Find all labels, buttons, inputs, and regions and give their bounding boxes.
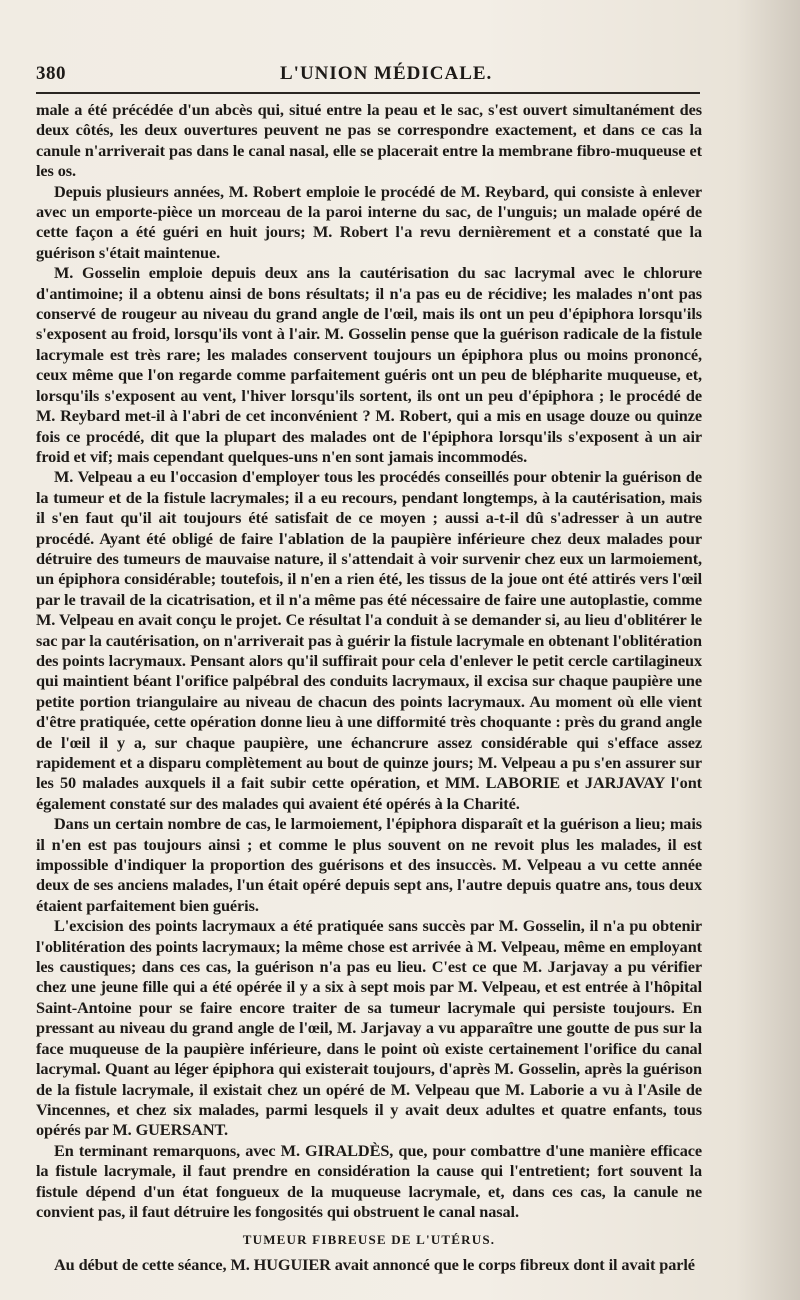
- paragraph: L'excision des points lacrymaux a été pratiquée sans succès par M. Gosselin, il n'a pu obtenir l'oblitération des points lacrymaux; la même chose est arrivée à M. Velpeau, même en employant les caustiques; dans ces cas, la guérison n'a pas eu lieu. C'est ce que M. Jarjavay a pu vérifier chez une jeune fille qui a été opérée il y a six à sept mois par M. Velpeau, et est entrée à l'hôpital Saint-Antoine pour se faire encore traiter de sa tumeur lacrymale qui persiste toujours. En pressant au niveau du grand angle de l'œil, M. Jarjavay a vu apparaître une goutte de pus sur la face muqueuse de la paupière inférieure, dans le point où existe certainement l'orifice du canal lacrymal. Quant au léger épiphora qui existerait toujours, d'après M. Gosselin, après la guérison de la fistule lacrymale, il existait chez un opéré de M. Velpeau que M. Laborie a vu à l'Asile de Vincennes, et chez six malades, parmi lesquels il y avait deux adultes et quatre enfants, tous opérés par M. GUERSANT.: [36, 916, 702, 1140]
- section-heading: TUMEUR FIBREUSE DE L'UTÉRUS.: [242, 1232, 496, 1248]
- header-rule: [36, 92, 700, 94]
- paragraph: Au début de cette séance, M. HUGUIER avait annoncé que le corps fibreux dont il avait parlé: [54, 1254, 695, 1274]
- article-body: [36, 100, 702, 1275]
- paragraph: M. Velpeau a eu l'occasion d'employer tous les procédés conseillés pour obtenir la guérison de la tumeur et de la fistule lacrymales; il a eu recours, pendant longtemps, à la cautérisation, mais il s'en faut qu'il ait toujours été satisfait de ce moyen ; aussi a-t-il dû s'adresser à un autre procédé. Ayant été obligé de faire l'ablation de la paupière inférieure chez deux malades pour détruire des tumeurs de mauvaise nature, il s'attendait à voir survenir chez eux un larmoiement, un épiphora considérable; toutefois, il n'en a rien été, les tissus de la joue ont été attirés vers l'œil par le travail de la cicatrisation, et il n'a même pas été nécessaire de faire une autoplastie, comme M. Velpeau en avait conçu le projet. Ce résultat l'a conduit à se demander si, au lieu d'oblitérer le sac par la cautérisation, on n'arriverait pas à guérir la fistule lacrymale en obtenant l'oblitération des points lacrymaux. Pensant alors qu'il suffirait pour cela d'enlever le petit cercle cartilagineux qui maintient béant l'orifice palpébral des conduits lacrymaux, il excisa sur chaque paupière une petite portion triangulaire au niveau de chacun des points lacrymaux. Au moment où elle vient d'être pratiquée, cette opération donne lieu à une difformité très choquante : près du grand angle de l'œil il y a, sur chaque paupière, une échancrure assez considérable qui s'efface assez rapidement et a disparu complètement au bout de quinze jours; M. Velpeau a pu s'en assurer sur les 50 malades auxquels il a fait subir cette opération, et MM. LABORIE et JARJAVAY l'ont également constaté sur des malades qui avaient été opérés à la Charité.: [36, 467, 702, 813]
- paragraph: En terminant remarquons, avec M. GIRALDÈS, que, pour combattre d'une manière efficace la fistule lacrymale, il faut prendre en considération la cause qui l'entretient; fort souvent la fistule dépend d'un état fongueux de la muqueuse lacrymale, et, dans ces cas, la canule ne convient pas, il faut détruire les fongosités qui obstruent le canal nasal.: [36, 1140, 702, 1221]
- paragraph: M. Gosselin emploie depuis deux ans la cautérisation du sac lacrymal avec le chlorure d'antimoine; il a obtenu ainsi de bons résultats; il n'a pas eu de récidive; les malades n'ont pas conservé de rougeur au niveau du grand angle de l'œil, mais ils ont un peu d'épiphora lorsqu'ils s'exposent au froid, lorsqu'ils vont à l'air. M. Gosselin pense que la guérison radicale de la fistule lacrymale est très rare; les malades conservent toujours un épiphora plus ou moins prononcé, ceux même que l'on regarde comme parfaitement guéris ont un peu de blépharite muqueuse, et, lorsqu'ils s'exposent au vent, l'hiver lorsqu'ils sortent, ils ont un peu d'épiphora ; le procédé de M. Reybard met-il à l'abri de cet inconvénient ? M. Robert, qui a mis en usage douze ou quinze fois ce procédé, dit que la plupart des malades ont de l'épiphora lorsqu'ils s'exposent à un air froid et vif; mais cependant quelques-uns n'en sont jamais incommodés.: [36, 263, 702, 466]
- page-header: [36, 57, 696, 87]
- page-number: 380: [36, 63, 66, 84]
- paragraph: male a été précédée d'un abcès qui, situé entre la peau et le sac, s'est ouvert simultanément des deux côtés, les deux ouvertures peuvent ne pas se correspondre exactement, et dans ce cas la canule n'arriverait pas dans le canal nasal, elle se placerait entre la membrane fibro-muqueuse et les os.: [36, 100, 702, 181]
- paragraph: Depuis plusieurs années, M. Robert emploie le procédé de M. Reybard, qui consiste à enlever avec un emporte-pièce un morceau de la paroi interne du sac, de l'unguis; un malade opéré de cette façon a été guéri en huit jours; M. Robert l'a revu dernièrement et a constaté que la guérison s'était maintenue.: [36, 181, 702, 262]
- paragraph: Dans un certain nombre de cas, le larmoiement, l'épiphora disparaît et la guérison a lieu; mais il n'en est pas toujours ainsi ; et comme le plus souvent on ne revoit plus les malades, il est impossible d'indiquer la proportion des guérisons et des insuccès. M. Velpeau a vu cette année deux de ses anciens malades, l'un était opéré depuis sept ans, l'autre depuis quatre ans, tous deux étaient parfaitement bien guéris.: [36, 814, 702, 915]
- running-title: L'UNION MÉDICALE.: [280, 63, 493, 84]
